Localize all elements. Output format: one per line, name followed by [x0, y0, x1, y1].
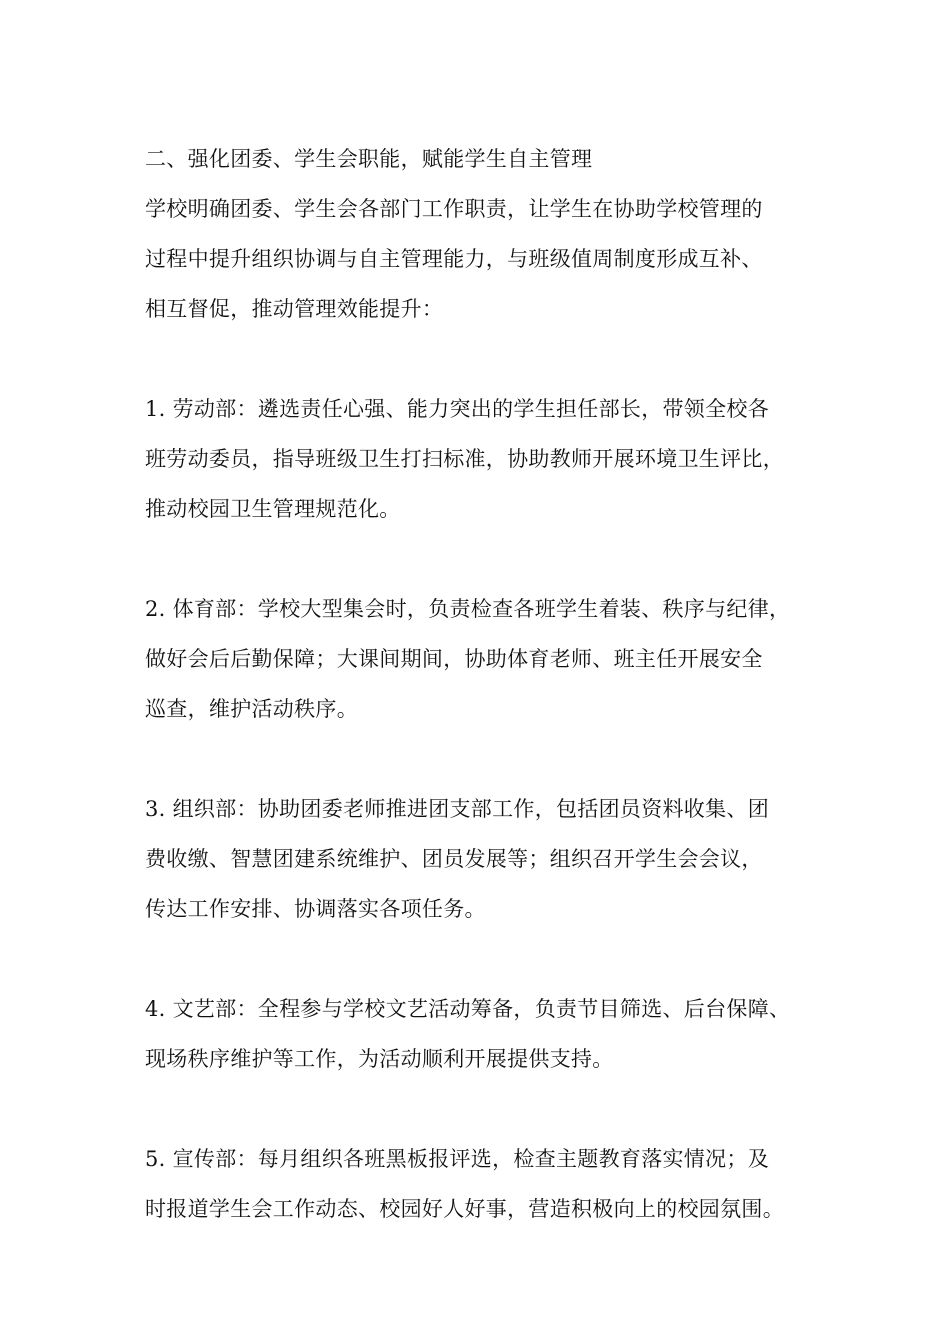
item-line: 4. 文艺部：全程参与学校文艺活动筹备，负责节目筛选、后台保障、 — [145, 997, 791, 1021]
section-heading: 二、强化团委、学生会职能，赋能学生自主管理 — [145, 147, 593, 171]
document-page — [145, 134, 845, 1234]
paragraph-gap — [145, 734, 845, 784]
paragraph-gap — [145, 1084, 845, 1134]
intro-line: 相互督促，推动管理效能提升： — [145, 297, 444, 321]
item-line: 做好会后后勤保障；大课间期间，协助体育老师、班主任开展安全 — [145, 647, 763, 671]
item-line: 巡查，维护活动秩序。 — [145, 697, 358, 721]
item-line: 现场秩序维护等工作，为活动顺利开展提供支持。 — [145, 1047, 614, 1071]
item-line: 推动校园卫生管理规范化。 — [145, 497, 401, 521]
item-organization-department — [145, 784, 845, 934]
item-line: 班劳动委员，指导班级卫生打扫标准，协助教师开展环境卫生评比， — [145, 447, 784, 471]
item-labor-department — [145, 384, 845, 534]
item-line: 5. 宣传部：每月组织各班黑板报评选，检查主题教育落实情况；及 — [145, 1147, 770, 1171]
item-publicity-department — [145, 1134, 845, 1234]
item-line: 3. 组织部：协助团委老师推进团支部工作，包括团员资料收集、团 — [145, 797, 770, 821]
item-arts-department — [145, 984, 845, 1084]
paragraph-gap — [145, 334, 845, 384]
intro-line: 过程中提升组织协调与自主管理能力，与班级值周制度形成互补、 — [145, 247, 763, 271]
paragraph-gap — [145, 534, 845, 584]
item-line: 传达工作安排、协调落实各项任务。 — [145, 897, 486, 921]
item-line: 1. 劳动部：遴选责任心强、能力突出的学生担任部长，带领全校各 — [145, 397, 770, 421]
item-line: 费收缴、智慧团建系统维护、团员发展等；组织召开学生会会议， — [145, 847, 763, 871]
intro-paragraph — [145, 184, 845, 334]
intro-line: 学校明确团委、学生会各部门工作职责，让学生在协助学校管理的 — [145, 197, 763, 221]
item-line: 2. 体育部：学校大型集会时，负责检查各班学生着装、秩序与纪律， — [145, 597, 791, 621]
item-sports-department — [145, 584, 845, 734]
paragraph-gap — [145, 934, 845, 984]
item-line: 时报道学生会工作动态、校园好人好事，营造积极向上的校园氛围。 — [145, 1197, 784, 1221]
